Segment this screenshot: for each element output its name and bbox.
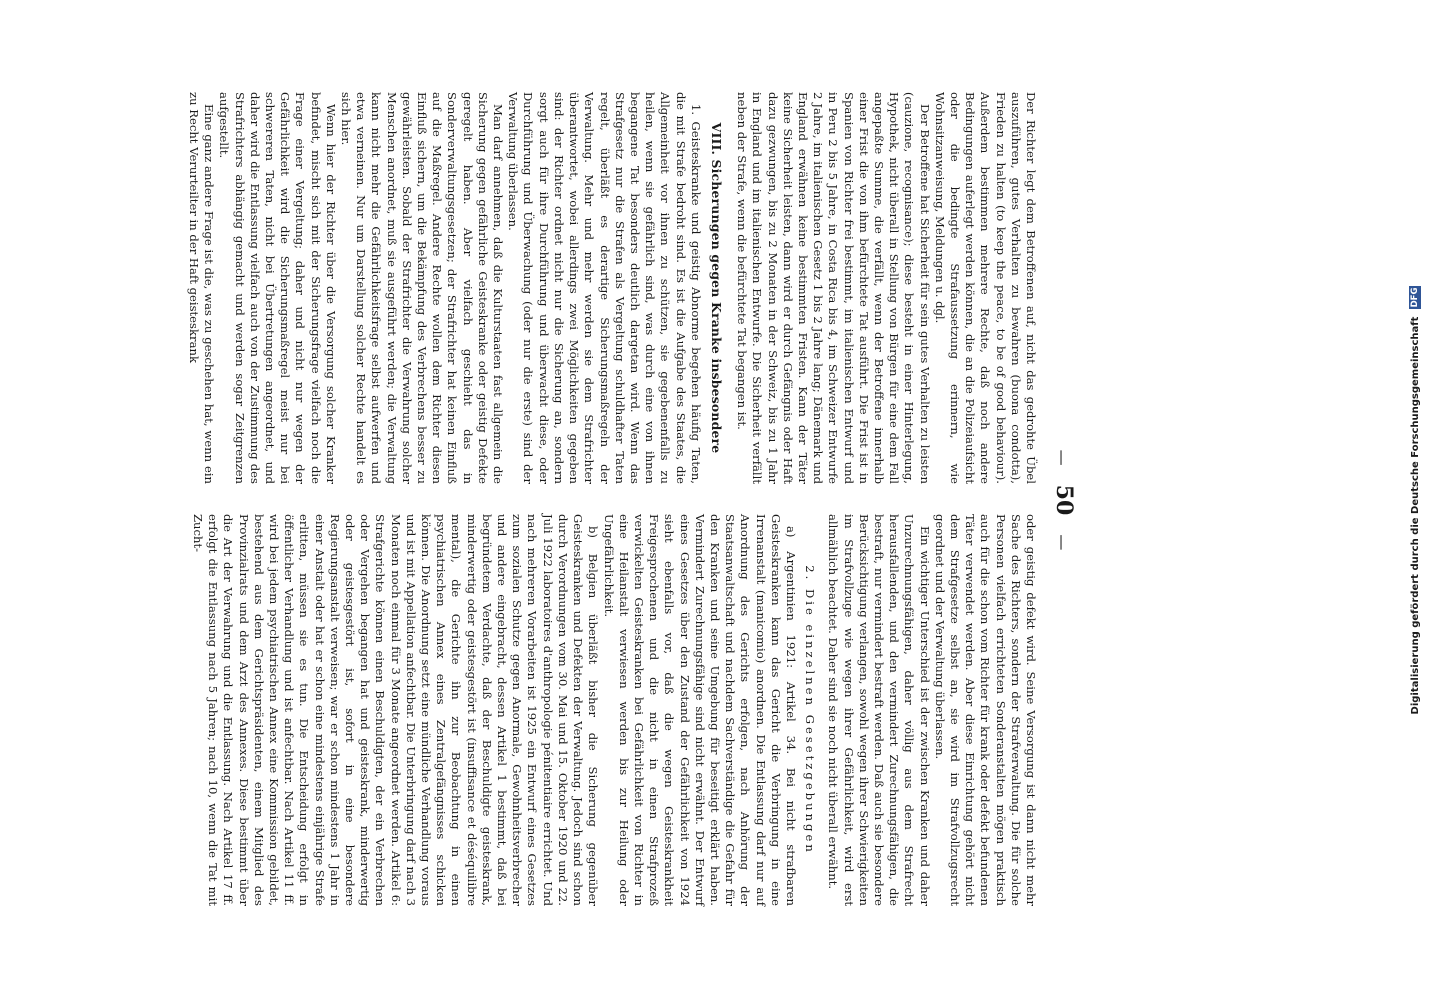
dfg-logo: DFG xyxy=(1410,287,1420,308)
subsection-heading: 2. Die einzelnen Gesetzgebungen xyxy=(803,565,818,855)
funding-note-text-wrap xyxy=(1409,20,1423,980)
paragraph: Der Betroffene hat Sicherheit für sein gutes Verhalten zu leisten (cauzione, recognisance); diese besteht in einer Hinterlegung, Hypothek, nicht überall in Stellung von Bürgen für eine dem Fall angepaßte Summe, die verfällt, wenn der Betroffene innerhalb einer Frist die von ihm befürchtete Tat ausführt. Die Frist ist in Spanien von Richter frei bestimmt, im italienischen Entwurf und in Peru 2 bis 5 Jahre, in Costa Rica bis 4, im Schweizer Entwurfe 2 Jahre, im italienischen Gesetz 1 bis 2 Jahre lang; Dänemark und England erwähnen keine bestimmten Fristen. Kann der Täter keine Sicherheit leisten, dann wird er durch Gefängnis oder Haft dazu gezwungen, bis zu 2 Monaten in der Schweiz, bis zu 1 Jahr in England und im italienischen Entwurfe. Die Sicherheit verfällt neben der Strafe, wenn die befürchtete Tat begangen ist. xyxy=(735,92,932,484)
paragraph: a) Argentinien 1921: Artikel 34. Bei nicht strafbaren Geisteskranken kann das Gericht die Verbringung in eine Irrenanstalt (manicomio) anordnen. Die Entlassung darf nur auf Anordnung des Gerichts erfolgen, nach Anhörung der Staatsanwaltschaft und nachdem Sachverständige die Gefahr für den Kranken und seine Umgebung für beseitigt erklärt haben. Vermindert Zurechnungsfähige sind nicht erwähnt. Der Entwurf eines Gesetzes über den Zustand der Gefährlichkeit von 1924 sieht ebenfalls vor, daß die wegen Geisteskrankheit Freigesprochenen und die nicht in einen Strafprozeß verwickelten Geisteskranken bei Gefährlichkeit von Richter in eine Heilanstalt verwiesen werden bis zur Heilung oder Ungefährlichkeit. xyxy=(601,514,798,906)
funding-note xyxy=(1404,12,1428,988)
rotated-page xyxy=(187,90,1082,910)
header-dash-right: — xyxy=(1053,534,1072,551)
section-heading: VIII. Sicherungen gegen Kranke insbesondere xyxy=(708,122,724,454)
header-dash-left: — xyxy=(1053,449,1072,466)
paragraph: b) Belgien überläßt bisher die Sicherung gegenüber Geisteskranken und Defekten der Verwaltung. Jedoch sind schon durch Verordnungen vom 30. Mai und 15. Oktober 1920 und 22. Juli 1922 laboratoires d'anthropologie pénitentiaire errichtet. Und nach mehreren Vorarbeiten ist 1925 ein Entwurf eines Gesetzes zum sozialen Schutze gegen Anormale, Gewohnheitsverbrecher und andere eingebracht, dessen Artikel 1 bestimmt, daß bei begründetem Verdachte, daß der Beschuldigte geisteskrank, minderwertig oder geistesgestört ist (insuffisance et déséquilibre mental), die Gerichte ihn zur Beobachtung in einen psychiatrischen Annex eines Zentralgefängnisses schicken können. Die Anordnung setzt eine mündliche Verhandlung voraus und ist mit Appellation anfechtbar. Die Unterbringung darf nach 3 Monaten noch einmal für 3 Monate angeordnet werden. Artikel 6: Strafgerichte können einen Beschuldigten, der ein Verbrechen oder Vergehen begangen hat und geisteskrank, minderwertig oder geistesgestört ist, sofort in eine besondere Regierungsanstalt verweisen; war er schon mindestens 1 Jahr in einer Anstalt oder hat er schon eine mindestens einjährige Strafe erlitten, müssen sie es tun. Die Entscheidung erfolgt in öffentlicher Verhandlung und ist anfechtbar. Nach Artikel 11 ff. wird bei jedem psychiatrischen Annex eine Kommission gebildet, bestehend aus dem Gerichtspräsidenten, einem Mitglied des Provinzialrats und dem Arzt des Annexes. Diese bestimmt über die Art der Verwahrung und die Entlassung. Nach Artikel 17 ff. erfolgt die Entlassung nach 5 Jahren; nach 10, wenn die Tat mit Zucht- xyxy=(191,514,601,906)
page-number: 50 xyxy=(1051,484,1077,516)
paragraph: Eine ganz andere Frage ist die, was zu geschehen hat, wenn ein zu Recht Verurteilter in der Haft geisteskrank xyxy=(187,92,217,484)
paragraph: Der Richter legt dem Betroffenen auf, nicht das gedrohte Übel auszuführen, gutes Verhalten zu bewahren (buona condotta), Frieden zu halten (to keep the peace, to be of good behaviour). Außerdem bestimmen mehrere Rechte, daß noch andere Bedingungen auferlegt werden können, die an die Polizeiaufsicht oder die bedingte Strafaussetzung erinnern, wie Wohnsitzanweisung, Meldungen u. dgl. xyxy=(932,92,1038,484)
text-column-right xyxy=(191,514,1038,906)
funding-note-label: Digitalisierung gefördert durch die Deutsche Forschungsgemeinschaft xyxy=(1410,316,1421,715)
paragraph: 1. Geisteskranke und geistig Abnorme begehen häufig Taten, die mit Strafe bedroht sind. Es ist die Aufgabe des Staates, die Allgemeinheit vor ihnen zu schützen, sie gegebenenfalls zu heilen, wenn sie gefährlich sind, was durch eine von ihnen begangene Tat besonders deutlich dargetan wird. Wenn das Strafgesetz nur die Strafen als Vergeltung schuldhafter Taten regelt, überläßt es derartige Sicherungsmaßregeln der Verwaltung. Mehr und mehr werden sie dem Strafrichter überantwortet, wobei allerdings zwei Möglichkeiten gegeben sind: der Richter ordnet nicht nur die Sicherung an, sondern sorgt auch für ihre Durchführung und überwacht diese, oder Durchführung und Überwachung (oder nur die erste) sind der Verwaltung überlassen. xyxy=(506,92,703,484)
paragraph: Wenn hier der Richter über die Versorgung solcher Kranker befindet, mischt sich mit der Sicherungsfrage vielfach noch die Frage einer Vergeltung; daher und nicht nur wegen der Gefährlichkeit wird die Sicherungsmaßregel meist nur bei schwereren Taten, nicht bei Übertretungen angeordnet, und daher wird die Entlassung vielfach auch von der Zustimmung des Strafrichters abhängig gemacht und werden sogar Zeitgrenzen aufgestellt. xyxy=(217,92,338,484)
paragraph: Man darf annehmen, daß die Kulturstaaten fast allgemein die Sicherung gegen gefährliche Geisteskranke oder geistig Defekte geregelt haben. Aber vielfach geschieht das in Sonderverwaltungsgesetzen; der Strafrichter hat keinen Einfluß auf die Maßregel. Andere Rechte wollen dem Richter diesen Einfluß sichern, um die Bekämpfung des Verbrechens besser zu gewährleisten. Sobald der Strafrichter die Verwahrung solcher Menschen anordnet, muß sie ausgeführt werden; die Verwaltung kann nicht mehr die Gefährlichkeitsfrage selbst aufwerfen und etwa verneinen. Nur um Darstellung solcher Rechte handelt es sich hier. xyxy=(339,92,506,484)
page-header xyxy=(1046,90,1082,910)
text-column-left xyxy=(187,92,1038,484)
paragraph: oder geistig defekt wird. Seine Versorgung ist dann nicht mehr Sache des Richters, sondern der Strafverwaltung. Die für solche Personen vielfach errichteten Sonderanstalten mögen praktisch auch für die schon vom Richter für krank oder defekt befundenen Täter verwendet werden. Aber diese Einrichtung gehört nicht dem Strafgesetze selbst an, sie wird im Strafvollzugsrecht geordnet und der Verwaltung überlassen. xyxy=(932,514,1038,906)
paragraph: Ein wichtiger Unterschied ist der zwischen Kranken und daher Unzurechnungsfähigen, daher völlig aus dem Strafrecht herausfallenden, und den vermindert Zurechnungsfähigen, die bestraft, nur vermindert bestraft werden. Daß auch sie besondere Berücksichtigung verlangen, sowohl wegen ihrer Schwierigkeiten im Strafvollzuge wie wegen ihrer Gefährlichkeit, wird erst allmählich beachtet. Daher sind sie noch nicht überall erwähnt. xyxy=(826,514,932,906)
